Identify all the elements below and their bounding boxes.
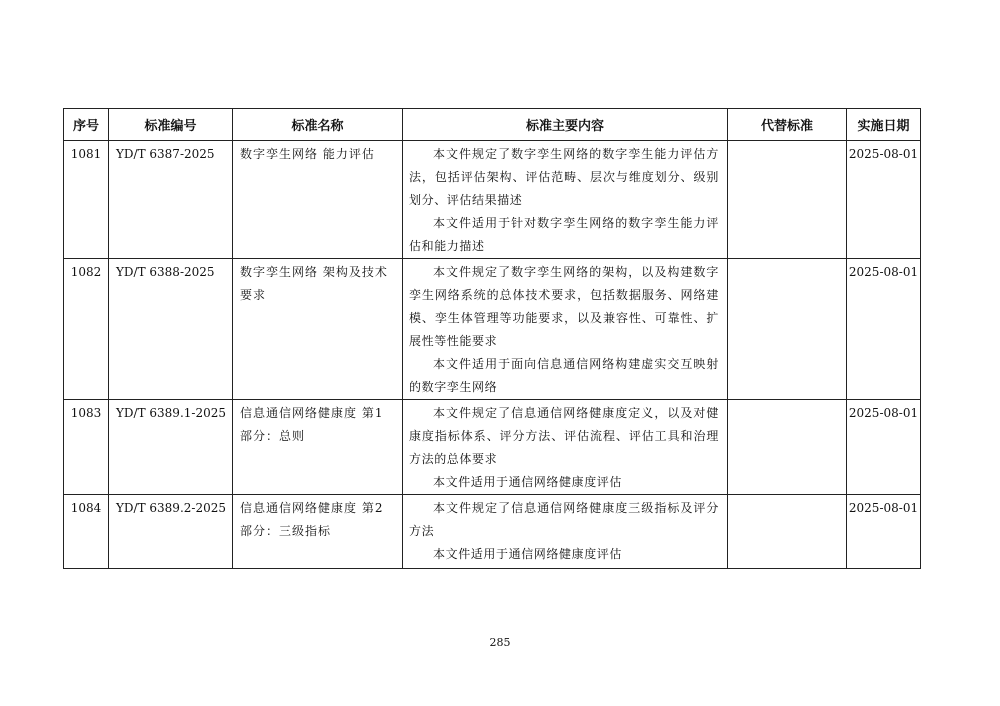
standards-table <box>63 108 921 569</box>
table-row <box>64 259 921 400</box>
table-row <box>64 141 921 259</box>
page-number: 285 <box>489 636 511 649</box>
cell-content <box>403 400 728 495</box>
cell-replace <box>728 400 847 495</box>
content-paragraph: 本文件适用于面向信息通信网络构建虚实交互映射的数字孪生网络 <box>409 357 719 394</box>
content-paragraph: 本文件规定了数字孪生网络的数字孪生能力评估方法，包括评估架构、评估范畴、层次与维度划分、级别划分、评估结果描述 <box>409 147 719 207</box>
cell-content <box>403 141 728 259</box>
cell-replace <box>728 141 847 259</box>
cell-date: 2025-08-01 <box>847 259 921 400</box>
header-content: 标准主要内容 <box>403 109 728 141</box>
header-seq: 序号 <box>64 109 109 141</box>
cell-date: 2025-08-01 <box>847 400 921 495</box>
cell-code: YD/T 6389.1-2025 <box>109 400 233 495</box>
table-row <box>64 495 921 569</box>
header-name: 标准名称 <box>233 109 403 141</box>
cell-seq: 1082 <box>64 259 109 400</box>
cell-content <box>403 259 728 400</box>
header-row <box>64 109 921 141</box>
cell-name: 信息通信网络健康度 第2部分：三级指标 <box>233 495 403 569</box>
cell-seq: 1084 <box>64 495 109 569</box>
content-paragraph: 本文件规定了信息通信网络健康度三级指标及评分方法 <box>409 501 719 538</box>
header-date: 实施日期 <box>847 109 921 141</box>
cell-name: 数字孪生网络 能力评估 <box>233 141 403 259</box>
header-code: 标准编号 <box>109 109 233 141</box>
content-paragraph: 本文件适用于针对数字孪生网络的数字孪生能力评估和能力描述 <box>409 216 719 253</box>
cell-code: YD/T 6387-2025 <box>109 141 233 259</box>
cell-code: YD/T 6388-2025 <box>109 259 233 400</box>
content-paragraph: 本文件规定了数字孪生网络的架构，以及构建数字孪生网络系统的总体技术要求，包括数据服务、网络建模、孪生体管理等功能要求，以及兼容性、可靠性、扩展性等性能要求 <box>409 265 719 348</box>
cell-name: 信息通信网络健康度 第1部分：总则 <box>233 400 403 495</box>
content-paragraph: 本文件适用于通信网络健康度评估 <box>433 475 623 489</box>
cell-replace <box>728 259 847 400</box>
cell-date: 2025-08-01 <box>847 495 921 569</box>
content-paragraph: 本文件适用于通信网络健康度评估 <box>433 547 623 561</box>
cell-replace <box>728 495 847 569</box>
content-paragraph: 本文件规定了信息通信网络健康度定义，以及对健康度指标体系、评分方法、评估流程、评估工具和治理方法的总体要求 <box>409 406 719 466</box>
header-replace: 代替标准 <box>728 109 847 141</box>
cell-code: YD/T 6389.2-2025 <box>109 495 233 569</box>
cell-date: 2025-08-01 <box>847 141 921 259</box>
cell-content <box>403 495 728 569</box>
cell-seq: 1083 <box>64 400 109 495</box>
cell-name: 数字孪生网络 架构及技术要求 <box>233 259 403 400</box>
table-row <box>64 400 921 495</box>
cell-seq: 1081 <box>64 141 109 259</box>
